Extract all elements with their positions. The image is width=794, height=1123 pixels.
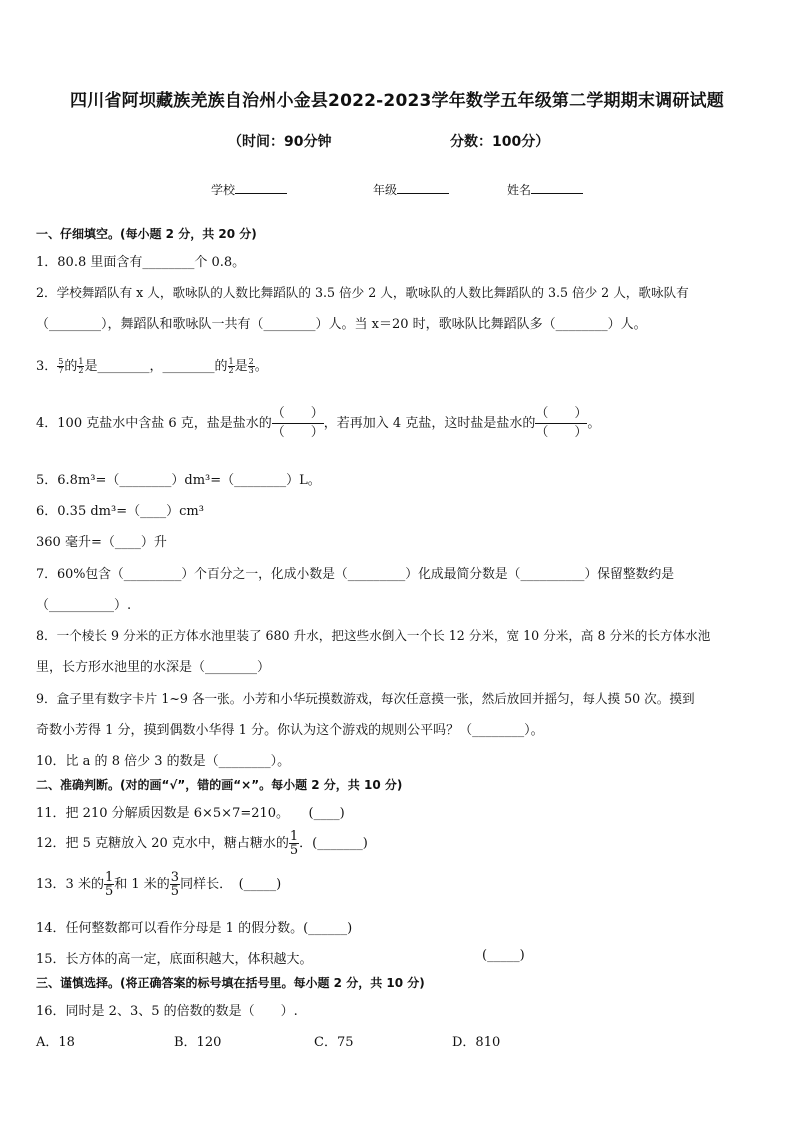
question-2-line-2: （________），舞蹈队和歌咏队一共有（________）人。当 x＝20 时，歌咏队比舞蹈队多（________）人。: [36, 317, 647, 332]
fraction: $\frac{1}{5}$: [104, 870, 114, 899]
question-4: 4．100 克盐水中含盐 6 克，盐是盐水的 （ ） （ ） ，若再加入 4 克盐，这时盐是盐水的 （ ） （ ） 。: [36, 406, 601, 440]
question-7-line-2: （__________）.: [36, 598, 132, 613]
option-d[interactable]: D．810: [452, 1035, 501, 1050]
exam-time: （时间：90分钟: [228, 134, 332, 150]
fraction-blank[interactable]: （ ） （ ）: [535, 406, 588, 440]
name-label: 姓名: [507, 183, 532, 197]
grade-label: 年级: [373, 183, 398, 197]
name-field[interactable]: [507, 181, 583, 198]
question-9-line-2: 奇数小芳得 1 分，摸到偶数小华得 1 分。你认为这个游戏的规则公平吗？（________）。: [36, 723, 544, 738]
fraction: $\frac{3}{5}$: [170, 870, 180, 899]
question-1: 1．80.8 里面含有________个 0.8。: [36, 255, 246, 270]
section-3-heading: 三、谨慎选择。(将正确答案的标号填在括号里。每小题 2 分，共 10 分): [36, 976, 425, 990]
fraction: $\frac{1}{2}$: [228, 357, 234, 375]
option-a[interactable]: A．18: [36, 1035, 75, 1050]
option-b[interactable]: B．120: [174, 1035, 222, 1050]
fraction-blank[interactable]: （ ） （ ）: [271, 406, 324, 440]
question-10: 10．比 a 的 8 倍少 3 的数是（________）。: [36, 754, 291, 769]
school-label: 学校: [211, 183, 236, 197]
question-15: 15．长方体的高一定，底面积越大，体积越大。 (_____): [36, 948, 525, 967]
question-16: 16．同时是 2、3、5 的倍数的数是（ ）.: [36, 1004, 298, 1019]
question-11: 11．把 210 分解质因数是 6×5×7=210。 (____): [36, 806, 345, 821]
question-6-a: 6．0.35 dm³=（____）cm³: [36, 504, 204, 519]
question-15-blank[interactable]: (_____): [482, 948, 525, 963]
question-8-line-2: 里，长方形水池里的水深是（________）: [36, 660, 271, 675]
option-c[interactable]: C．75: [314, 1035, 354, 1050]
question-9-line-1: 9．盒子里有数字卡片 1~9 各一张。小芳和小华玩摸数游戏，每次任意摸一张，然后放回并摇匀，每人摸 50 次。摸到: [36, 691, 695, 706]
question-2-line-1: 2．学校舞蹈队有 x 人，歌咏队的人数比舞蹈队的 3.5 倍少 2 人，歌咏队的人数比舞蹈队的 3.5 倍少 2 人，歌咏队有: [36, 285, 689, 300]
question-7-line-1: 7．60%包含（_________）个百分之一，化成小数是（_________）化成最简分数是（__________）保留整数约是: [36, 567, 675, 582]
section-2-heading: 二、准确判断。(对的画“√”，错的画“×”。每小题 2 分，共 10 分): [36, 778, 403, 792]
page-title: 四川省阿坝藏族羌族自治州小金县2022-2023学年数学五年级第二学期期末调研试题: [70, 91, 724, 111]
question-5: 5．6.8m³=（________）dm³=（________）L。: [36, 473, 321, 488]
question-6-b: 360 毫升=（____）升: [36, 535, 167, 550]
question-13: 13．3 米的 $\frac{1}{5}$ 和 1 米的 $\frac{3}{5}$ 同样长． (_____): [36, 870, 282, 899]
fraction: $\frac{5}{7}$: [58, 357, 64, 375]
school-field[interactable]: [211, 181, 287, 198]
question-8-line-1: 8．一个棱长 9 分米的正方体水池里装了 680 升水，把这些水倒入一个长 12 分米，宽 10 分米，高 8 分米的长方体水池: [36, 628, 711, 643]
exam-score: 分数：100分）: [450, 134, 550, 150]
fraction: $\frac{2}{3}$: [248, 357, 254, 375]
question-3: 3． $\frac{5}{7}$ 的 $\frac{1}{2}$ 是________，________的 $\frac{1}{2}$ 是 $\frac{2}{3}$ 。: [36, 357, 268, 375]
grade-field[interactable]: [373, 181, 449, 198]
question-14: 14．任何整数都可以看作分母是 1 的假分数。(______): [36, 921, 353, 936]
section-1-heading: 一、仔细填空。(每小题 2 分，共 20 分): [36, 227, 257, 241]
fraction: $\frac{1}{5}$: [289, 829, 299, 858]
fraction: $\frac{1}{2}$: [78, 357, 84, 375]
question-12: 12．把 5 克糖放入 20 克水中，糖占糖水的 $\frac{1}{5}$ ．(_______): [36, 829, 368, 858]
